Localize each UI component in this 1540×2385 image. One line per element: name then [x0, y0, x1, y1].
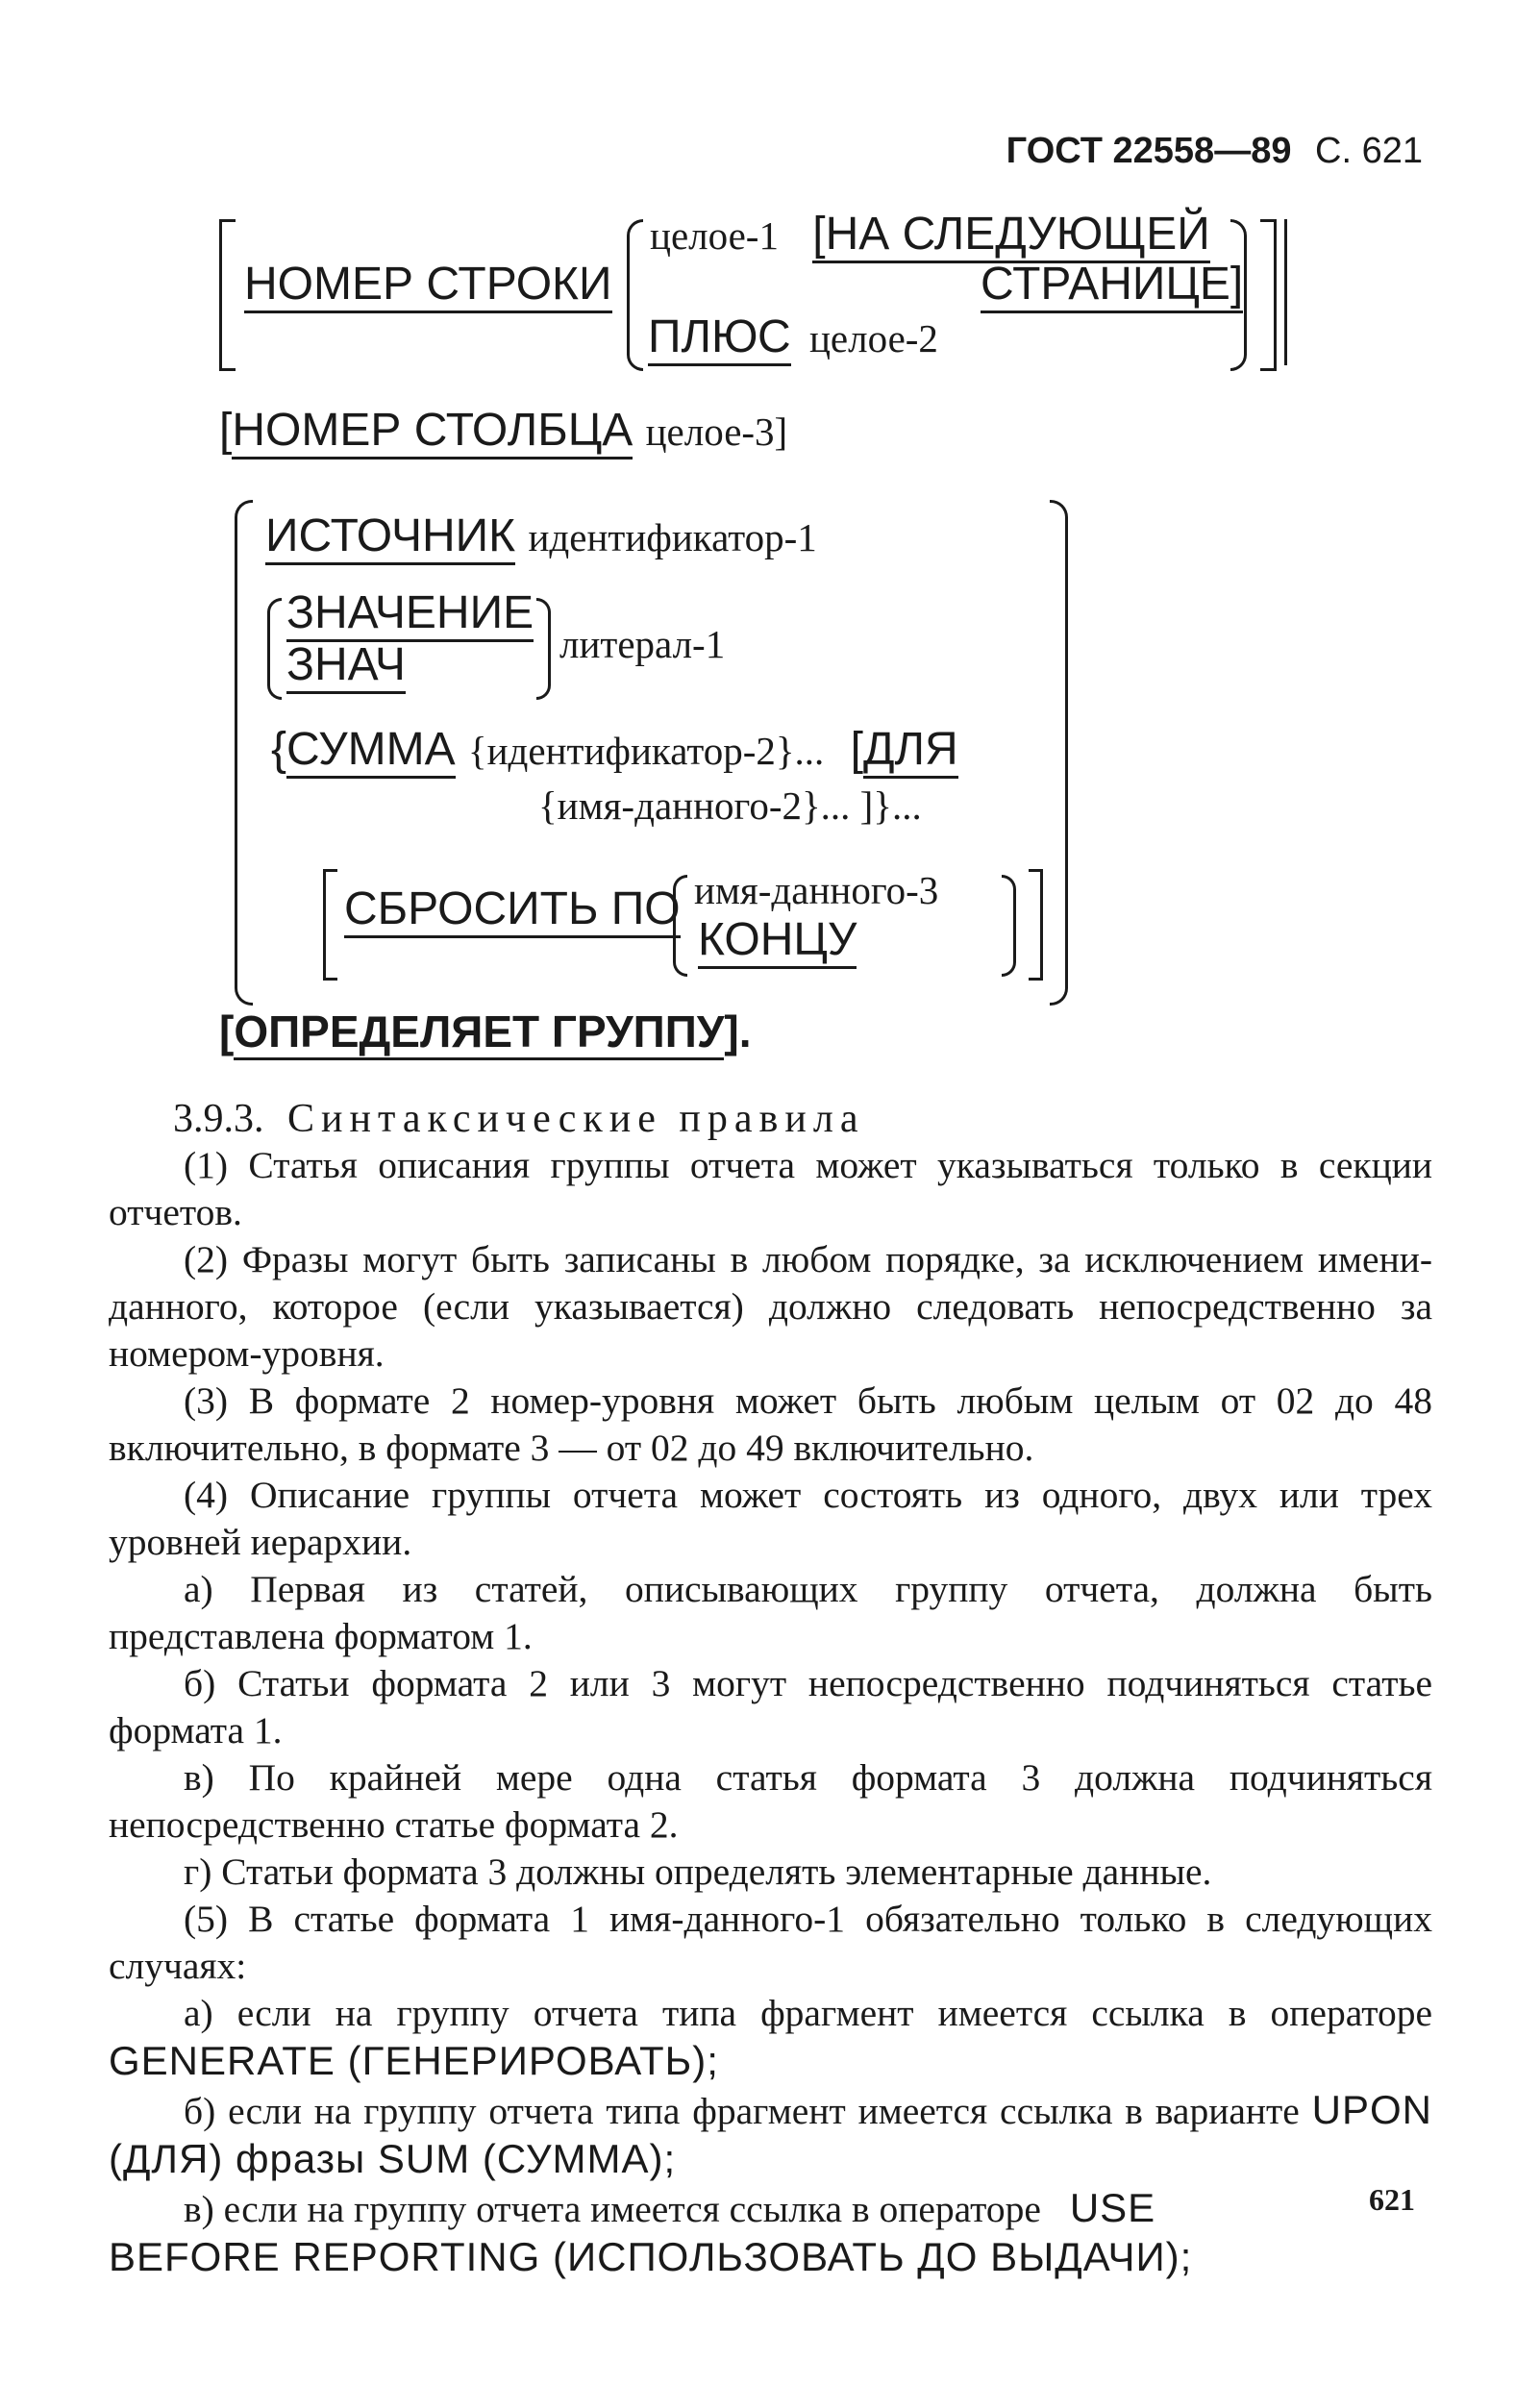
column-number-clause: [НОМЕР СТОЛБЦА целое-3] — [219, 404, 787, 457]
integer-1-option: целое-1 [НА СЛЕДУЮЩЕЙ — [650, 208, 1210, 261]
page-number: 621 — [1369, 2182, 1415, 2217]
rule-4b: б) Статьи формата 2 или 3 могут непосредственно подчиняться статье формата 1. — [109, 1662, 1432, 1751]
left-brace — [627, 219, 643, 371]
section-heading — [173, 1096, 864, 1142]
sum-clause: {СУММА {идентификатор-2}... [ДЛЯ — [271, 723, 958, 776]
data-name-2: {имя-данного-2}... ]}... — [538, 783, 922, 828]
reset-left-brace — [673, 875, 687, 977]
left-square-bracket — [219, 219, 236, 371]
page-reference: С. 621 — [1315, 131, 1423, 171]
value-left-brace — [267, 598, 282, 700]
rule-5a: а) если на группу отчета типа фрагмент имеется ссылка в операторе GENERATE (ГЕНЕРИРОВАТЬ); — [109, 1992, 1432, 2083]
reset-right-brace — [1002, 875, 1016, 977]
reset-right-bracket — [1029, 869, 1043, 981]
right-square-bracket — [1260, 219, 1277, 371]
running-header — [961, 131, 1423, 172]
rule-5: (5) В статье формата 1 имя-данного-1 обязательно только в следующих случаях: — [109, 1898, 1432, 1987]
value-keyword: ЗНАЧЕНИЕ — [286, 586, 534, 639]
right-bracket-double-line — [1284, 219, 1287, 365]
rule-5c: в) если на группу отчета имеется ссылка в операторе USE BEFORE REPORTING (ИСПОЛЬЗОВАТЬ ДО ВЫДАЧИ); — [109, 2185, 1193, 2279]
final-keyword: КОНЦУ — [698, 913, 857, 966]
big-left-brace — [235, 500, 253, 1006]
value-short-keyword: ЗНАЧ — [286, 638, 406, 691]
source-clause: ИСТОЧНИК идентификатор-1 — [265, 509, 817, 562]
literal-1: литерал-1 — [559, 622, 726, 666]
section-title: Синтаксические правила — [287, 1097, 865, 1141]
reset-keyword: СБРОСИТЬ ПО — [344, 882, 681, 935]
rule-4c: в) По крайней мере одна статья формата 3 должна подчиняться непосредственно статье формата 2. — [109, 1756, 1432, 1846]
standard-number: ГОСТ 22558—89 — [1006, 131, 1292, 171]
rule-4: (4) Описание группы отчета может состоять из одного, двух или трех уровней иерархии. — [109, 1474, 1432, 1563]
reset-left-bracket — [323, 869, 337, 981]
section-number: 3.9.3. — [173, 1097, 264, 1141]
rule-1: (1) Статья описания группы отчета может указываться только в секции отчетов. — [109, 1144, 1432, 1233]
big-right-brace — [1050, 500, 1068, 1006]
rule-2: (2) Фразы могут быть записаны в любом порядке, за исключением имени-данного, которое (если указывается) должно следовать непосредственно за номером-уровня. — [109, 1238, 1432, 1375]
defines-group-clause: [ОПРЕДЕЛЯЕТ ГРУППУ]. — [219, 1006, 752, 1057]
value-right-brace — [536, 598, 551, 700]
next-page-keyword: СТРАНИЦЕ] — [981, 258, 1243, 311]
plus-option: ПЛЮС целое-2 — [648, 311, 938, 363]
rule-5b: б) если на группу отчета типа фрагмент имеется ссылка в варианте UPON (ДЛЯ) фразы SUM (СУММА); — [109, 2087, 1433, 2181]
rule-3: (3) В формате 2 номер-уровня может быть любым целым от 02 до 48 включительно, в формате 3 — от 02 до 49 включительно. — [109, 1379, 1432, 1469]
rule-4d: г) Статьи формата 3 должны определять элементарные данные. — [184, 1851, 1212, 1893]
rule-4a: а) Первая из статей, описывающих группу отчета, должна быть представлена форматом 1. — [109, 1568, 1432, 1657]
rules-text — [109, 1142, 1432, 2282]
line-number-keyword: НОМЕР СТРОКИ — [244, 258, 612, 311]
data-name-3: имя-данного-3 — [694, 868, 939, 912]
